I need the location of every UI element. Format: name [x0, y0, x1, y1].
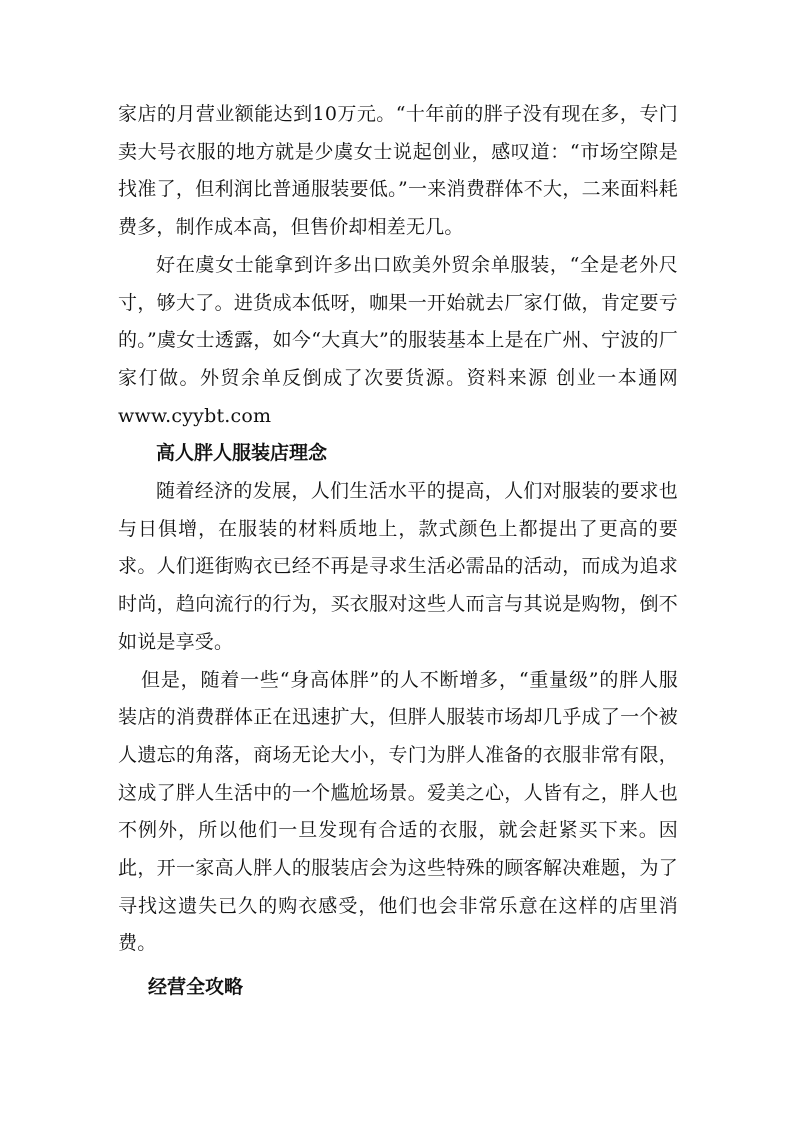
- section-heading-strategy: 经营全攻略: [148, 976, 244, 999]
- document-body: [118, 96, 678, 1007]
- section-heading-concept: 高人胖人服装店理念: [156, 442, 328, 465]
- paragraph-1: 家店的月营业额能达到10万元。“十年前的胖子没有现在多，专门卖大号衣服的地方就是少虞女士说起创业，感叹道：“市场空隙是找准了，但利润比普通服装要低。”一来消费群体不大，二来面料耗费多，制作成本高，但售价却相差无几。: [118, 103, 678, 239]
- paragraph-2: 好在虞女士能拿到许多出口欧美外贸余单服装，“全是老外尺寸，够大了。进货成本低呀，咖果一开始就去厂家仃做，肯定要亏的。”虞女士透露，如今“大真大”的服装基本上是在广州、宁波的厂家仃做。外贸余单反倒成了次要货源。资料来源 创业一本通网 www.cyybt.com: [118, 253, 678, 427]
- paragraph-4: 但是，随着一些“身高体胖”的人不断增多，“重量级”的胖人服装店的消费群体正在迅速扩大，但胖人服装市场却几乎成了一个被人遗忘的角落，商场无论大小，专门为胖人准备的衣服非常有限，这成了胖人生活中的一个尴尬场景。爱美之心，人皆有之，胖人也不例外，所以他们一旦发现有合适的衣服，就会赶紧买下来。因此，开一家高人胖人的服装店会为这些特殊的顾客解决难题，为了寻找这遗失已久的购衣感受，他们也会非常乐意在这样的店里消费。: [118, 668, 678, 955]
- paragraph-3: 随着经济的发展，人们生活水平的提高，人们对服装的要求也与日俱增，在服装的材料质地上，款式颜色上都提出了更高的要求。人们逛街购衣已经不再是寻求生活必需品的活动，而成为追求时尚，趋向流行的行为，买衣服对这些人而言与其说是购物，倒不如说是享受。: [118, 480, 678, 653]
